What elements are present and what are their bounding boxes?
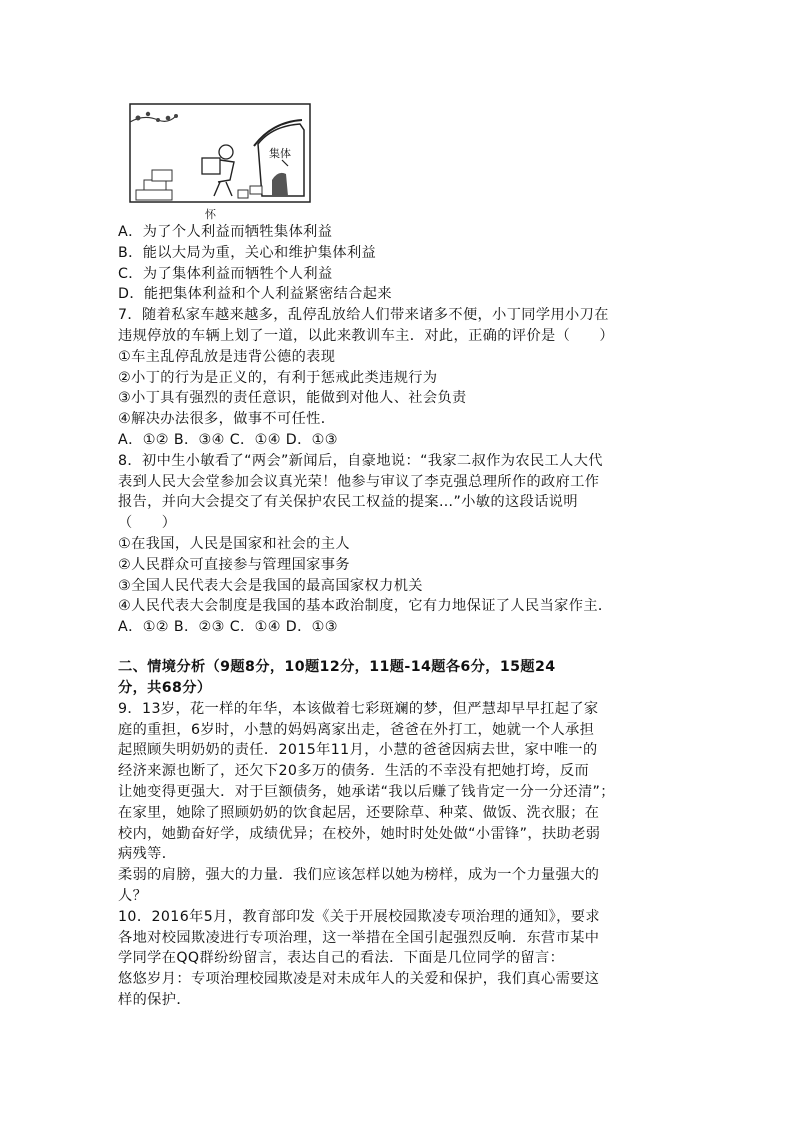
q6-option-b: B．能以大局为重，关心和维护集体利益 — [118, 244, 377, 261]
q9-line: 9．13岁，花一样的年华，本该做着七彩斑斓的梦，但严慧却早早扛起了家 — [118, 700, 599, 717]
q7-choices: A．①② B．③④ C．①④ D．①③ — [118, 431, 338, 448]
q9-line: 校内，她勤奋好学，成绩优异；在校外，她时时处处做“小雷锋”，扶助老弱 — [118, 825, 601, 842]
q8-choices: A．①② B．②③ C．①④ D．①③ — [118, 619, 338, 636]
q7-item-1: ①车主乱停乱放是违背公德的表现 — [118, 348, 336, 365]
cartoon-illustration — [122, 100, 312, 222]
q8-item-4: ④人民代表大会制度是我国的基本政治制度，它有力地保证了人民当家作主． — [118, 598, 613, 615]
q9-line: 在家里，她除了照顾奶奶的饮食起居，还要除草、种菜、做饭、洗衣服；在 — [118, 804, 600, 821]
question-8 — [118, 451, 678, 638]
q6-option-c: C．为了集体利益而牺牲个人利益 — [118, 265, 333, 282]
q10-line: 悠悠岁月：专项治理校园欺凌是对未成年人的关爱和保护，我们真心需要这 — [118, 971, 600, 988]
q9-line: 经济来源也断了，还欠下20多万的债务．生活的不幸没有把她打垮，反而 — [118, 763, 590, 780]
q6-options — [118, 222, 678, 305]
q7-item-2: ②小丁的行为是正义的，有利于惩戒此类违规行为 — [118, 369, 438, 386]
q7-stem-line: 违规停放的车辆上划了一道，以此来教训车主．对此，正确的评价是（ ） — [118, 327, 614, 344]
q10-line: 学同学在QQ群纷纷留言，表达自己的看法．下面是几位同学的留言： — [118, 950, 565, 967]
q8-item-1: ①在我国，人民是国家和社会的主人 — [118, 535, 350, 552]
q9-line: 起照顾失明奶奶的责任．2015年11月，小慧的爸爸因病去世，家中唯一的 — [118, 742, 598, 759]
question-9 — [118, 699, 678, 907]
q8-item-2: ②人民群众可直接参与管理国家事务 — [118, 556, 350, 573]
q6-option-d: D．能把集体利益和个人利益紧密结合起来 — [118, 286, 392, 303]
q8-item-3: ③全国人民代表大会是我国的最高国家权力机关 — [118, 577, 423, 594]
q7-item-3: ③小丁具有强烈的责任意识，能做到对他人、社会负责 — [118, 390, 467, 407]
house-sign-text: 集体 — [269, 147, 291, 160]
document-page — [118, 100, 678, 1011]
q10-line: 10．2016年5月，教育部印发《关于开展校园欺凌专项治理的通知》，要求 — [118, 908, 600, 925]
question-7 — [118, 305, 678, 451]
q9-line: 柔弱的肩膀，强大的力量．我们应该怎样以她为榜样，成为一个力量强大的 — [118, 867, 600, 884]
section-heading-line: 二、情境分析（9题8分，10题12分，11题-14题各6分，15题24 — [118, 658, 556, 675]
q10-line: 样的保护． — [118, 991, 191, 1008]
q10-line: 各地对校园欺凌进行专项治理，这一举措在全国引起强烈反响．东营市某中 — [118, 929, 600, 946]
q9-line: 庭的重担，6岁时，小慧的妈妈离家出走，爸爸在外打工，她就一个人承担 — [118, 721, 595, 738]
q8-stem-line: （ ） — [118, 515, 177, 532]
q8-stem-line: 表到人民大会堂参加会议真光荣！他参与审议了李克强总理所作的政府工作 — [118, 473, 600, 490]
q9-line: 人？ — [118, 887, 148, 904]
q6-option-a: A．为了个人利益而牺牲集体利益 — [118, 224, 333, 240]
q8-stem-line: 报告，并向大会提交了有关保护农民工权益的提案…”小敏的这段话说明 — [118, 494, 578, 511]
section-2-heading — [118, 657, 678, 699]
q7-stem-line: 7．随着私家车越来越多，乱停乱放给人们带来诸多不便，小丁同学用小刀在 — [118, 307, 609, 324]
q9-line: 让她变得更强大．对于巨额债务，她承诺“我以后赚了钱肯定一分一分还清”； — [118, 783, 615, 800]
section-heading-line: 分，共68分） — [118, 679, 212, 696]
q9-line: 病残等． — [118, 846, 177, 863]
q7-item-4: ④解决办法很多，做事不可任性． — [118, 411, 336, 428]
question-10 — [118, 907, 678, 1011]
figure-caption: 怀 — [205, 208, 216, 221]
q8-stem-line: 8．初中生小敏看了“两会”新闻后，自豪地说：“我家二叔作为农民工人大代 — [118, 452, 603, 469]
